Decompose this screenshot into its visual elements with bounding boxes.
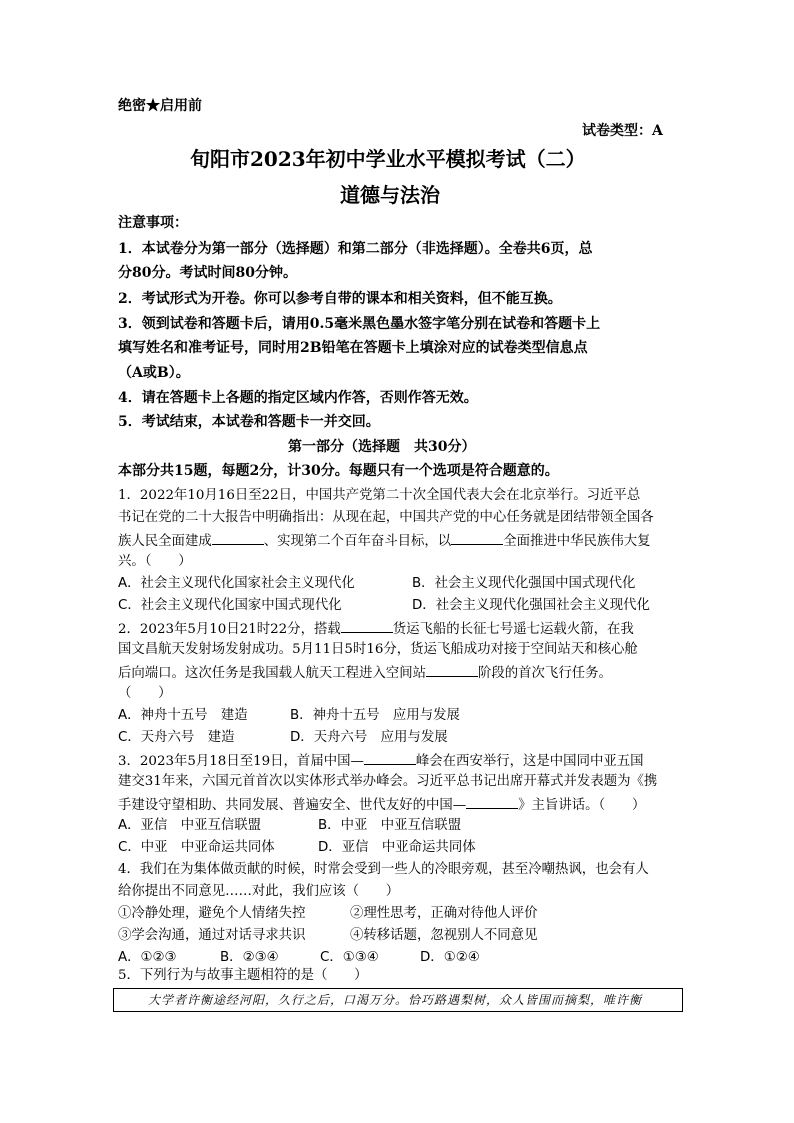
notes-heading: 注意事项： — [118, 215, 188, 231]
q2-text: 阶段的首次飞行任务。 — [477, 666, 612, 681]
q2-line: （ ） — [118, 686, 172, 701]
answer-blank — [341, 618, 393, 633]
q1-line: 兴。（ ） — [118, 554, 192, 569]
q4-statement-4: ④转移话题，忽视别人不同意见 — [350, 928, 538, 943]
q5-line: 5．下列行为与故事主题相符的是（ ） — [118, 968, 368, 983]
q4-option-b: B．②③④ — [220, 950, 279, 965]
q2-text: 后向端口。这次任务是我国载人航天工程进入空间站 — [118, 666, 426, 681]
subject-title: 道德与法治 — [340, 183, 440, 207]
q4-statement-2: ②理性思考，正确对待他人评价 — [350, 906, 538, 921]
q3-line: 建交31年来，六国元首首次以实体形式举办峰会。习近平总书记出席开幕式并发表题为《携 — [118, 774, 658, 789]
q3-line — [118, 794, 645, 816]
q4-line: 4．我们在为集体做贡献的时候，时常会受到一些人的冷眼旁观，甚至冷嘲热讽，也会有人 — [118, 862, 649, 877]
q4-statement-3: ③学会沟通，通过对话寻求共识 — [118, 928, 306, 943]
answer-blank — [466, 794, 518, 809]
q1-line — [118, 530, 651, 552]
q3-line — [118, 750, 644, 772]
q2-option-d: D．天舟六号 应用与发展 — [290, 730, 448, 745]
q5-story-box — [113, 988, 683, 1012]
q4-option-a: A．①②③ — [118, 950, 177, 965]
q3-option-c: C．中亚 中亚命运共同体 — [118, 840, 275, 855]
q4-statement-1: ①冷静处理，避免个人情绪失控 — [118, 906, 306, 921]
note-line: 2．考试形式为开卷。你可以参考自带的课本和相关资料，但不能互换。 — [118, 291, 562, 307]
secret-label: 绝密★启用前 — [118, 98, 202, 114]
note-line: 5．考试结束，本试卷和答题卡一并交回。 — [118, 414, 380, 430]
q2-text: 货运飞船的长征七号遥七运载火箭，在我 — [392, 622, 634, 637]
q2-option-a: A．神舟十五号 建造 — [118, 708, 248, 723]
note-line: 1．本试卷分为第一部分（选择题）和第二部分（非选择题）。全卷共6页，总 — [118, 241, 593, 257]
q2-line — [118, 662, 612, 684]
q1-line: 书记在党的二十大报告中明确指出：从现在起，中国共产党的中心任务就是团结带领全国各 — [118, 510, 654, 525]
part1-heading: 第一部分（选择题 共30分） — [288, 439, 476, 455]
answer-blank — [426, 662, 478, 677]
q3-text: 手建设守望相助、共同发展、普遍安全、世代友好的中国— — [118, 798, 467, 813]
q5-story-text: 大学者许衡途经河阳，久行之后，口渴万分。恰巧路遇梨树，众人皆围而摘梨，唯许衡 — [148, 993, 643, 1007]
answer-blank — [451, 530, 503, 545]
q4-option-d: D．①②④ — [420, 950, 480, 965]
q2-text: 2．2023年5月10日21时22分，搭载 — [118, 622, 341, 637]
exam-title: 旬阳市2023年初中学业水平模拟考试（二） — [190, 147, 586, 171]
q1-option-b: B．社会主义现代化强国中国式现代化 — [412, 576, 636, 591]
q3-option-b: B．中亚 中亚互信联盟 — [318, 818, 462, 833]
q1-option-c: C．社会主义现代化国家中国式现代化 — [118, 598, 342, 613]
q2-option-c: C．天舟六号 建造 — [118, 730, 235, 745]
q2-line: 国文昌航天发射场发射成功。5月11日5时16分，货运飞船成功对接于空间站天和核心舱 — [118, 642, 638, 657]
q2-line — [118, 618, 634, 640]
note-line: （A或B）。 — [118, 365, 190, 381]
q1-option-a: A．社会主义现代化国家社会主义现代化 — [118, 576, 355, 591]
q1-text: 全面推进中华民族伟大复 — [503, 534, 651, 549]
q3-option-a: A．亚信 中亚互信联盟 — [118, 818, 262, 833]
part1-instruction: 本部分共15题，每题2分，计30分。每题只有一个选项是符合题意的。 — [118, 463, 559, 479]
q1-line: 1．2022年10月16日至22日，中国共产党第二十次全国代表大会在北京举行。习近平总 — [118, 488, 641, 503]
q3-text: 》主旨讲话。（ ） — [518, 798, 646, 813]
note-line: 填写姓名和准考证号，同时用2B铅笔在答题卡上填涂对应的试卷类型信息点 — [118, 340, 588, 356]
q3-text: 3．2023年5月18日至19日，首届中国— — [118, 754, 364, 769]
note-line: 3．领到试卷和答题卡后，请用0.5毫米黑色墨水签字笔分别在试卷和答题卡上 — [118, 316, 601, 332]
note-line: 4．请在答题卡上各题的指定区域内作答，否则作答无效。 — [118, 390, 478, 406]
q1-option-d: D．社会主义现代化强国社会主义现代化 — [412, 598, 650, 613]
paper-type-label: 试卷类型：A — [582, 123, 663, 139]
q1-text: 、实现第二个百年奋斗目标，以 — [263, 534, 452, 549]
q4-line: 给你提出不同意见……对此，我们应该（ ） — [118, 884, 400, 899]
note-line: 分80分。考试时间80分钟。 — [118, 265, 297, 281]
q3-text: 峰会在西安举行，这是中国同中亚五国 — [415, 754, 644, 769]
q3-option-d: D．亚信 中亚命运共同体 — [318, 840, 476, 855]
answer-blank — [212, 530, 264, 545]
answer-blank — [364, 750, 416, 765]
q2-option-b: B．神舟十五号 应用与发展 — [290, 708, 460, 723]
q1-text: 族人民全面建成 — [118, 534, 212, 549]
q4-option-c: C．①③④ — [320, 950, 379, 965]
